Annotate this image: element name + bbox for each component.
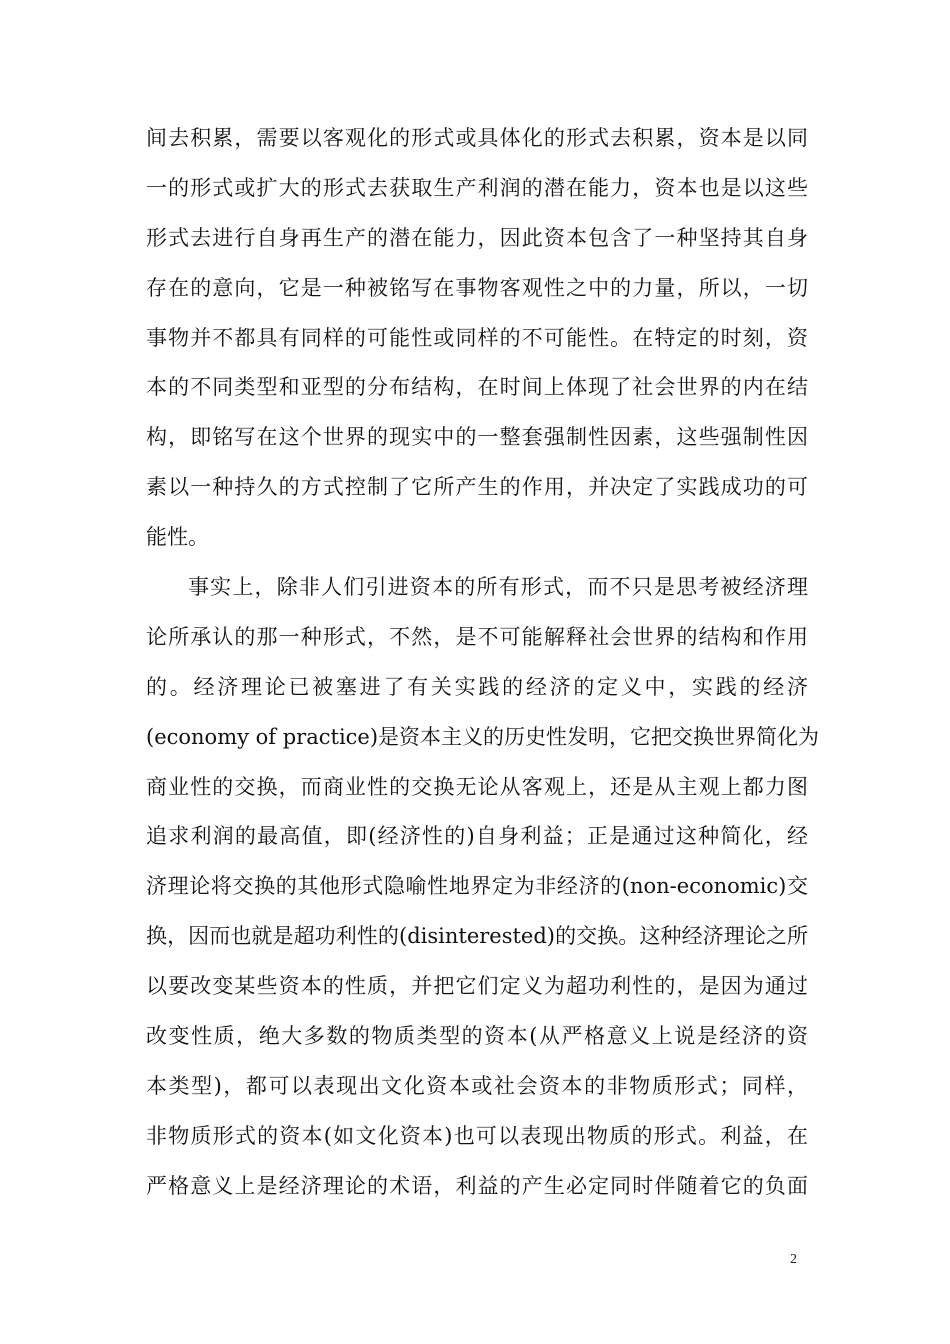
text-line: 论所承认的那一种形式，不然，是不可能解释社会世界的结构和作用	[146, 624, 808, 649]
text-line: 形式去进行自身再生产的潜在能力，因此资本包含了一种坚持其自身	[146, 225, 808, 250]
text-line: 一的形式或扩大的形式去获取生产利润的潜在能力，资本也是以这些	[146, 175, 808, 200]
text-line: 的。经济理论已被塞进了有关实践的经济的定义中，实践的经济	[146, 674, 808, 699]
text-line: 存在的意向，它是一种被铭写在事物客观性之中的力量，所以，一切	[146, 275, 808, 300]
body-text	[146, 114, 820, 1212]
text-line: 换，因而也就是超功利性的(disinterested)的交换。这种经济理论之所	[146, 924, 808, 949]
text-line: 追求利润的最高值，即(经济性的)自身利益；正是通过这种简化，经	[146, 824, 808, 849]
text-line: 事实上，除非人们引进资本的所有形式，而不只是思考被经济理	[188, 575, 808, 600]
text-line: 非物质形式的资本(如文化资本)也可以表现出物质的形式。利益，在	[146, 1123, 808, 1148]
text-line: 以要改变某些资本的性质，并把它们定义为超功利性的，是因为通过	[146, 974, 808, 999]
paragraph-2	[146, 563, 820, 1212]
text-line: 事物并不都具有同样的可能性或同样的不可能性。在特定的时刻，资	[146, 325, 808, 350]
text-line: 构，即铭写在这个世界的现实中的一整套强制性因素，这些强制性因	[146, 425, 808, 450]
text-line: 改变性质，绝大多数的物质类型的资本(从严格意义上说是经济的资	[146, 1024, 808, 1049]
text-line: 商业性的交换，而商业性的交换无论从客观上，还是从主观上都力图	[146, 774, 808, 799]
text-line: 本类型)，都可以表现出文化资本或社会资本的非物质形式；同样，	[146, 1073, 808, 1098]
text-line: 素以一种持久的方式控制了它所产生的作用，并决定了实践成功的可	[146, 475, 808, 500]
text-line: 间去积累，需要以客观化的形式或具体化的形式去积累，资本是以同	[146, 126, 808, 150]
text-line: 济理论将交换的其他形式隐喻性地界定为非经济的(non-economic)交	[146, 874, 808, 899]
paragraph-1	[146, 114, 808, 563]
text-line: 本的不同类型和亚型的分布结构，在时间上体现了社会世界的内在结	[146, 375, 808, 400]
page-number: 2	[790, 1252, 797, 1267]
text-line: (economy of practice)是资本主义的历史性发明，它把交换世界简化为	[146, 724, 820, 749]
text-line: 严格意义上是经济理论的术语，利益的产生必定同时伴随着它的负面	[146, 1173, 808, 1198]
text-line: 能性。	[146, 525, 209, 550]
